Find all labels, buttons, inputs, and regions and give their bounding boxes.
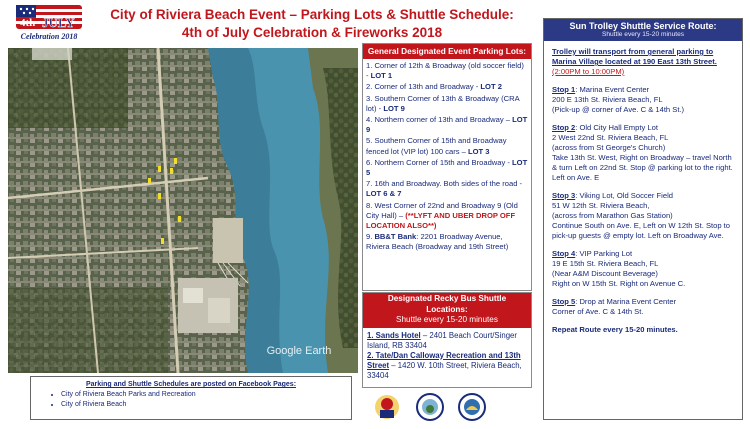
trolley-stop: Stop 5: Drop at Marina Event Center Corner of Ave. C & 14th St. [552,297,677,316]
facebook-info-title: Parking and Shuttle Schedules are posted on Facebook Pages: [85,381,297,388]
parking-lot-item: 2. Corner of 13th and Broadway - LOT 2 [366,82,502,92]
logo-text-bottom: Celebration 2018 [20,32,78,41]
facebook-page-list [31,390,351,410]
trolley-stop: Stop 4: VIP Parking Lot 19 E 15th St. Riviera Beach, FL (Near A&M Discount Beverage) Right on W 15th St. Right on Avenue C. [552,249,686,288]
logo-text-top: 4th [20,17,36,29]
parking-lots-box [362,43,532,291]
shuttle-locations-header: Designated Recky Bus Shuttle Locations: Shuttle every 15-20 minutes [363,293,531,328]
trolley-repeat-note: Repeat Route every 15-20 minutes. [552,325,678,334]
parking-lots-list [363,59,531,253]
parking-lot-item: 9. BB&T Bank: 2201 Broadway Avenue, Riviera Beach (Broadway and 19th Street) [366,232,509,252]
parking-lot-item: 6. Northern Corner of 15th and Broadway - LOT 5 [366,157,528,178]
facebook-page-item: • City of Riviera Beach [61,400,351,410]
title-line-2: 4th of July Celebration & Fireworks 2018 [181,25,443,40]
mascot-seal-icon [375,395,399,419]
shuttle-frequency: Shuttle every 15-20 minutes [396,315,498,324]
shuttle-location-item: 2. Tate/Dan Calloway Recreation and 13th Street – 1420 W. 10th Street, Riviera Beach, 33404 [367,350,522,380]
title-line-1: City of Riviera Beach Event – Parking Lots & Shuttle Schedule: [110,7,514,22]
july-4th-logo [6,3,92,43]
page-title [96,6,528,42]
parking-lot-item: 7. 16th and Broadway. Both sides of the road - LOT 6 & 7 [366,179,523,199]
trolley-intro: Trolley will transport from general parking to Marina Village located at 190 East 13th Street. (2:00PM to 10:00PM) [552,47,717,76]
parks-recreation-seal-icon [459,394,485,420]
trolley-frequency: Shuttle every 15-20 minutes [601,31,685,38]
trolley-route-box [543,18,743,420]
seals-row [362,390,532,424]
facebook-page-item: • City of Riviera Beach Parks and Recreation [61,390,351,400]
trolley-stop: Stop 1: Marina Event Center 200 E 13th St. Riviera Beach, FL (Pick-up @ corner of Ave. C & 14th St.) [552,85,685,114]
trolley-stop: Stop 3: Viking Lot, Old Soccer Field 51 W 12th St. Riviera Beach, (across from Marathon Gas Station) Continue South on Ave. E, Left on W 12th St. Stop to pick-up guests @ empty lot. Left on Broadway Ave. [552,191,731,240]
parking-lot-item: 3. Southern Corner of 13th & Broadway (CRA lot) - LOT 9 [366,93,520,113]
trolley-route-body [544,41,742,335]
shuttle-locations-list [363,328,531,381]
facebook-info-box [30,376,352,420]
aerial-map [8,48,358,373]
aerial-map-image [8,48,358,373]
parking-lot-item: 8. West Corner of 22nd and Broadway 9 (Old City Hall) – (**LYFT AND UBER DROP OFF LOCATION ALSO**) [366,200,518,231]
parking-lot-item: 5. Southern Corner of 15th and Broadway fenced lot (VIP lot) 100 cars – LOT 3 [366,136,507,156]
logo-text-mid: JULY [42,15,75,30]
google-earth-watermark: Google Earth [266,345,332,357]
parking-lot-item: 1. Corner of 12th & Broadway (old soccer field) - LOT 1 [366,61,524,81]
trolley-stop: Stop 2: Old City Hall Empty Lot 2 West 22nd St. Riviera Beach, FL (across from St George's Church) Take 13th St. West, Right on Broadway – travel North & turn Left on 22nd St. Stop @ parking lot to the right. Left on Ave. E [552,123,733,182]
parking-lot-item: 4. Northern corner of 13th and Broadway – LOT 9 [366,115,528,135]
trolley-route-header: Sun Trolley Shuttle Service Route: Shuttle every 15-20 minutes [544,19,742,41]
shuttle-locations-box [362,292,532,388]
shuttle-location-item: 1. Sands Hotel – 2401 Beach Court/Singer Island, RB 33404 [367,330,517,350]
parking-lots-header: General Designated Event Parking Lots: [363,44,531,59]
city-seal-icon [417,394,443,420]
